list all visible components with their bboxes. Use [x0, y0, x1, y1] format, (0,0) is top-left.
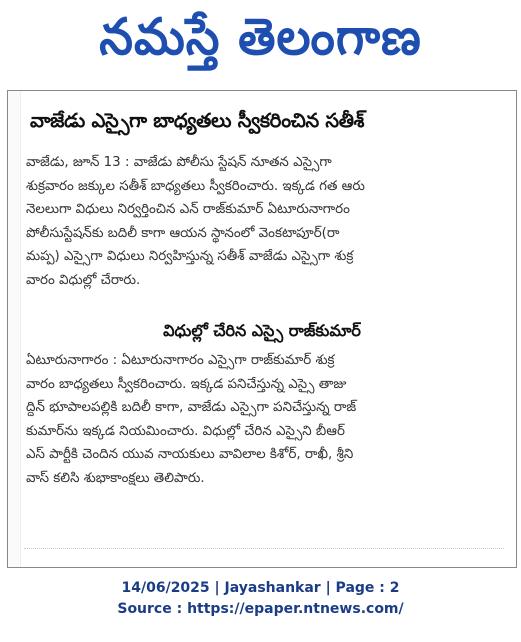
- source-link[interactable]: Source : https://epaper.ntnews.com/: [117, 601, 404, 617]
- paragraph-line: ద్దిన్ భూపాలపల్లికి బదిలీ కాగా, వాజేడు ఎస్సైగా పనిచేస్తున్న రాజ్: [26, 400, 357, 415]
- article-subheading: విధుల్లో చేరిన ఎస్సై రాజ్‌కుమార్: [163, 321, 361, 340]
- edition-info: 14/06/2025 | Jayashankar | Page : 2: [121, 580, 400, 596]
- paragraph-line: నెలలుగా విధులు నిర్వర్తించిన ఎన్ రాజ్‌కుమార్ ఏటూరునాగారం: [26, 202, 350, 217]
- article-clipping: [7, 90, 517, 568]
- article-headline: వాజేడు ఎస్సైగా బాధ్యతలు స్వీకరించిన సతీశ్: [30, 109, 365, 132]
- paragraph-line: వాస్ కలిసి శుభాకాంక్షలు తెలిపారు.: [26, 470, 205, 486]
- newspaper-logo: నమస్తే తెలంగాణ: [99, 7, 422, 67]
- paragraph-line: కుమార్‌ను ఇక్కడ నియమించారు. విధుల్లో చేరిన ఎస్సైని బీఆర్: [26, 423, 345, 439]
- article-paragraph-1: [26, 151, 496, 292]
- paragraph-line: వాజేడు, జూన్ 13 : వాజేడు పోలీసు స్టేషన్ నూతన ఎస్సైగా: [26, 155, 332, 170]
- paragraph-line: ఏటూరునాగారం : ఏటూరునాగారం ఎస్సైగా రాజ్‌కుమార్ శుక్ర: [26, 353, 335, 368]
- paragraph-line: ఎస్ పార్టీకి చెందిన యువ నాయకులు వావిలాల కిశోర్, రాఖీ, శ్రీని: [26, 447, 354, 462]
- paragraph-line: పోలీసుస్టేషన్‌కు బదిలీ కాగా ఆయన స్థానంలో వెంకటాపూర్(రా: [26, 225, 340, 241]
- source-footer: [0, 578, 521, 620]
- paragraph-line: మప్ప) ఎస్సైగా విధులు నిర్వహిస్తున్న సతీశ్ వాజేడు ఎస్సైగా శుక్ర: [26, 249, 354, 264]
- paragraph-line: వారం బాధ్యతలు స్వీకరించారు. ఇక్కడ పనిచేస్తున్న ఎస్సై తాజు: [26, 376, 347, 392]
- paragraph-line: శుక్రవారం జక్కుల సతీశ్ బాధ్యతలు స్వీకరించారు. ఇక్కడ గత ఆరు: [26, 178, 365, 194]
- clipping-cut-edge: [24, 548, 504, 559]
- newspaper-masthead: [0, 0, 521, 76]
- paragraph-line: వారం విధుల్లో చేరారు.: [26, 272, 141, 288]
- article-paragraph-2: [26, 349, 496, 490]
